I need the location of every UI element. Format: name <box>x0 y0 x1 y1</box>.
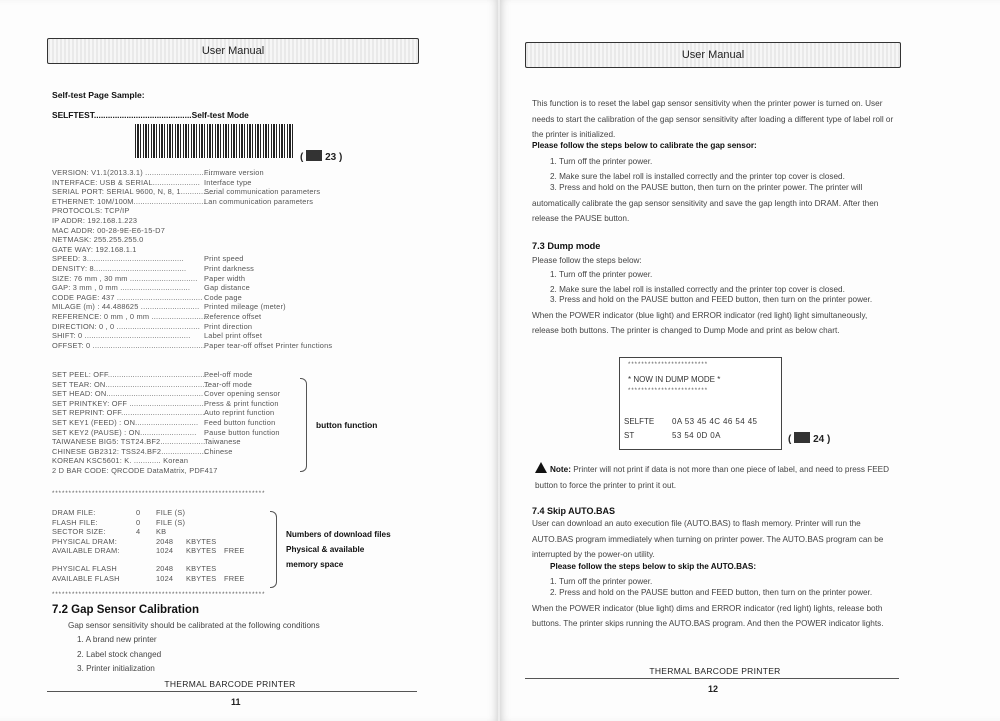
left-footer: THERMAL BARCODE PRINTER <box>164 679 296 689</box>
config-description: Reference offset <box>204 312 262 321</box>
setting-description: Peel-off mode <box>204 370 253 379</box>
memory-brace <box>270 511 277 588</box>
config-item: SHIFT: 0 ............................................... <box>52 331 191 341</box>
camera-icon <box>794 432 810 443</box>
memory-cell: DRAM FILE: <box>52 508 96 517</box>
setting-item: SET REPRINT: OFF..................................... <box>52 408 205 418</box>
memory-cell: FLASH FILE: <box>52 517 98 527</box>
config-item: GAP: 3 mm , 0 mm ............................... <box>52 283 191 293</box>
note-label: Note: <box>550 465 571 474</box>
config-row <box>52 216 322 225</box>
config-description: Label print offset <box>204 331 263 341</box>
memory-cell: PHYSICAL FLASH <box>52 564 117 573</box>
memory-cell: 2048 <box>156 564 174 573</box>
memory-note-2: Physical & available <box>286 545 365 554</box>
config-description: Printed mileage (meter) <box>204 302 286 312</box>
setting-row <box>52 428 322 437</box>
skip-step-2: 2. Press and hold on the PAUSE button and FEED button, then turn on the printer power. When the POWER indicator (blue light) dims and ERROR indicator (red light) lights, release both buttons. The printer skips running the AUTO.BAS program. And then the POWER indicator lights. <box>532 588 884 628</box>
config-item: MILAGE (m) : 44.488625 .......................... <box>52 302 200 312</box>
left-footer-rule <box>47 691 417 692</box>
setting-row <box>52 389 322 398</box>
config-item: INTERFACE: USB & SERIAL..................... <box>52 177 201 187</box>
dump-note <box>535 462 895 493</box>
config-item: REFERENCE: 0 mm , 0 mm ......................... <box>52 312 208 321</box>
left-page-header <box>47 38 419 64</box>
memory-cell: 0 <box>136 508 141 517</box>
config-description: Print speed <box>204 254 244 264</box>
config-item: DENSITY: 8......................................... <box>52 264 187 273</box>
setting-item: SET KEY1 (FEED) : ON............................ <box>52 418 199 427</box>
setting-item: SET PRINTKEY: OFF .................................. <box>52 398 206 408</box>
config-item: IP ADDR: 192.168.1.223 <box>52 216 138 225</box>
config-row <box>52 206 322 215</box>
config-row <box>52 178 322 187</box>
config-row <box>52 168 322 177</box>
setting-row <box>52 370 322 379</box>
right-header-title: User Manual <box>681 49 745 61</box>
setting-description: Auto reprint function <box>204 408 275 418</box>
memory-cell: KBYTES <box>186 564 217 573</box>
dump-stars-bottom: ************************ <box>628 388 709 394</box>
config-item: PROTOCOLS: TCP/IP <box>52 206 130 216</box>
condition-3: 3. Printer initialization <box>77 664 155 673</box>
figure-23-number: 23 <box>325 152 337 163</box>
skip-step-1: 1. Turn off the printer power. <box>550 577 653 586</box>
config-row <box>52 254 322 263</box>
config-item: SPEED: 3........................................... <box>52 254 184 264</box>
setting-description: Taiwanese <box>204 437 241 447</box>
calibrate-step-1: 1. Turn off the printer power. <box>550 157 653 166</box>
config-description: Interface type <box>204 177 252 187</box>
skip-autobas-title: 7.4 Skip AUTO.BAS <box>532 506 616 516</box>
dump-mode-title: 7.3 Dump mode <box>532 241 601 251</box>
config-description: Paper width <box>204 273 246 283</box>
figure-24-tag: ( 24 ) <box>788 434 831 445</box>
button-function-brace <box>300 378 307 472</box>
right-page-number: 12 <box>708 684 719 694</box>
setting-row <box>52 380 322 389</box>
setting-item: 2 D BAR CODE: QRCODE DataMatrix, PDF417 <box>52 466 218 475</box>
memory-cell: 2048 <box>156 536 174 546</box>
right-footer: THERMAL BARCODE PRINTER <box>649 666 781 676</box>
memory-cell: KB <box>156 527 167 537</box>
config-item: VERSION: V1.1(2013.3.1) ............................... <box>52 168 215 177</box>
setting-description: Feed button function <box>204 418 276 427</box>
memory-cell: PHYSICAL DRAM: <box>52 536 117 546</box>
setting-item: CHINESE GB2312: TSS24.BF2..................... <box>52 446 209 456</box>
config-description: Gap distance <box>204 283 250 293</box>
config-row <box>52 322 322 331</box>
setting-description: Press & print function <box>204 398 279 408</box>
config-description: Lan communication parameters <box>204 196 314 206</box>
memory-cell: KBYTES <box>186 546 217 556</box>
memory-cell: KBYTES <box>186 536 217 546</box>
config-row <box>52 226 322 235</box>
config-item: OFFSET: 0 .................................................. <box>52 340 206 350</box>
config-item: GATE WAY: 192.168.1.1 <box>52 244 137 254</box>
left-header-title: User Manual <box>201 45 265 57</box>
setting-row <box>52 408 322 417</box>
config-item: ETHERNET: 10M/100M................................ <box>52 196 206 206</box>
config-item: NETMASK: 255.255.255.0 <box>52 235 144 245</box>
setting-row <box>52 466 322 475</box>
config-description: Serial communication parameters <box>204 187 321 197</box>
dump-step-1: 1. Turn off the printer power. <box>550 270 653 279</box>
dump-mode-sample-box <box>619 357 782 450</box>
memory-note-3: memory space <box>286 560 344 569</box>
setting-item: KOREAN KSC5601: K. ............ Korean <box>52 456 189 466</box>
dump-row1-label: SELFTE <box>624 417 655 426</box>
config-row <box>52 331 322 340</box>
config-row <box>52 340 333 350</box>
selftest-sample-heading: Self-test Page Sample: <box>52 90 145 100</box>
config-description: Code page <box>204 292 242 302</box>
dump-intro: Please follow the steps below: <box>532 256 642 265</box>
config-row <box>52 245 322 254</box>
config-row <box>52 197 322 206</box>
memory-cell: SECTOR SIZE: <box>52 527 106 537</box>
config-row <box>52 302 322 311</box>
config-item: MAC ADDR: 00-28-9E-E6-15-D7 <box>52 225 166 235</box>
memory-cell: FILE (S) <box>156 508 186 517</box>
config-description: Paper tear-off offset Printer functions <box>204 340 333 350</box>
dump-row1-hex: 0A 53 45 4C 46 54 45 <box>672 417 758 426</box>
memory-cell: FREE <box>224 573 245 583</box>
setting-row <box>52 456 322 465</box>
camera-icon <box>306 150 322 161</box>
config-description: Firmware version <box>204 168 264 177</box>
memory-cell: 1024 <box>156 546 174 556</box>
gap-calibration-title: 7.2 Gap Sensor Calibration <box>52 604 199 616</box>
config-description: Print darkness <box>204 264 255 273</box>
setting-description: Cover opening sensor <box>204 389 281 399</box>
memory-cell: AVAILABLE FLASH <box>52 573 120 583</box>
setting-row <box>52 447 322 456</box>
dump-mode-text: * NOW IN DUMP MODE * <box>628 375 721 384</box>
left-page-number: 11 <box>231 697 241 707</box>
sample-barcode <box>135 124 293 158</box>
right-footer-rule <box>525 678 899 679</box>
condition-1: 1. A brand new printer <box>77 635 157 644</box>
gap-reset-paragraph: This function is to reset the label gap sensor sensitivity when the printer power is turned on. User needs to start the calibration of the gap sensor sensitivity after loading a different type of label roll or the printer is initialized. <box>532 99 894 139</box>
stars-divider-1: **************************************************************** <box>52 491 266 497</box>
button-function-label: button function <box>316 420 378 430</box>
setting-description: Chinese <box>204 446 233 456</box>
setting-row <box>52 399 322 408</box>
setting-row <box>52 418 322 427</box>
config-item: SIZE: 76 mm , 30 mm .............................. <box>52 273 198 283</box>
figure-23-tag: ( 23 ) <box>300 152 343 163</box>
calibrate-step-2: 2. Make sure the label roll is installed correctly and the printer top cover is closed. <box>550 172 845 181</box>
config-description: Print direction <box>204 321 253 331</box>
memory-cell: AVAILABLE DRAM: <box>52 546 120 556</box>
note-text: Printer will not print if data is not more than one piece of label, and need to press FEED button to force the printer to print it out. <box>535 465 890 490</box>
setting-description: Pause button function <box>204 427 280 437</box>
warning-icon <box>535 462 547 473</box>
left-page <box>0 0 498 721</box>
memory-cell: 0 <box>136 517 141 527</box>
config-row <box>52 187 322 196</box>
setting-item: SET PEEL: OFF............................................. <box>52 370 210 379</box>
dump-stars-top: ************************ <box>628 362 709 368</box>
condition-2: 2. Label stock changed <box>77 650 162 659</box>
memory-cell: FILE (S) <box>156 517 186 527</box>
dump-step-2: 2. Make sure the label roll is installed correctly and the printer top cover is closed. <box>550 285 845 294</box>
setting-row <box>52 437 322 446</box>
setting-item: SET TEAR: ON.............................................. <box>52 379 210 389</box>
stars-divider-2: **************************************************************** <box>52 592 266 598</box>
memory-cell: FREE <box>224 546 245 556</box>
skip-steps-title: Please follow the steps below to skip the AUTO.BAS: <box>550 562 757 571</box>
calibrate-step-3: 3. Press and hold on the PAUSE button, then turn on the printer power. The printer will automatically calibrate the gap sensor sensitivity and save the gap length into DRAM. After then release the PAUSE button. <box>532 183 879 223</box>
selftest-mode-line: SELFTEST..........................................Self-test Mode <box>52 110 249 120</box>
config-row <box>52 264 322 273</box>
config-row <box>52 274 322 283</box>
config-row <box>52 235 322 244</box>
dump-row2-label: ST <box>624 431 635 440</box>
gap-calibration-intro: Gap sensor sensitivity should be calibrated at the following conditions <box>68 621 320 630</box>
setting-item: SET KEY2 (PAUSE) : ON......................... <box>52 427 197 437</box>
dump-step-3: 3. Press and hold on the PAUSE button and FEED button, then turn on the printer power. When the POWER indicator (blue light) and ERROR indicator (red light) light simultaneously, release both buttons. The printer is changed to Dump Mode and print as below chart. <box>532 295 873 335</box>
memory-cell: 4 <box>136 527 141 537</box>
config-item: CODE PAGE: 437 ...................................... <box>52 292 203 302</box>
memory-cell: 1024 <box>156 573 174 583</box>
config-row <box>52 283 322 292</box>
config-item: SERIAL PORT: SERIAL 9600, N, 8, 1............... <box>52 187 215 197</box>
memory-note-1: Numbers of download files <box>286 530 391 539</box>
figure-24-number: 24 <box>813 434 825 445</box>
dump-row2-hex: 53 54 0D 0A <box>672 431 721 440</box>
setting-description: Tear-off mode <box>204 379 253 389</box>
right-page-header <box>525 42 901 68</box>
skip-autobas-paragraph: User can download an auto execution file (AUTO.BAS) to flash memory. Printer will run the AUTO.BAS program immediately when turning on printer power. The AUTO.BAS program can be interrupted by the power-on utility. <box>532 519 884 559</box>
setting-item: TAIWANESE BIG5: TST24.BF2.................... <box>52 437 206 447</box>
memory-cell: KBYTES <box>186 573 217 583</box>
setting-item: SET HEAD: ON........................................... <box>52 389 204 399</box>
config-item: DIRECTION: 0 , 0 ..................................... <box>52 321 200 331</box>
config-row <box>52 293 322 302</box>
calibrate-steps-title: Please follow the steps below to calibrate the gap sensor: <box>532 141 757 150</box>
config-row <box>52 312 322 321</box>
